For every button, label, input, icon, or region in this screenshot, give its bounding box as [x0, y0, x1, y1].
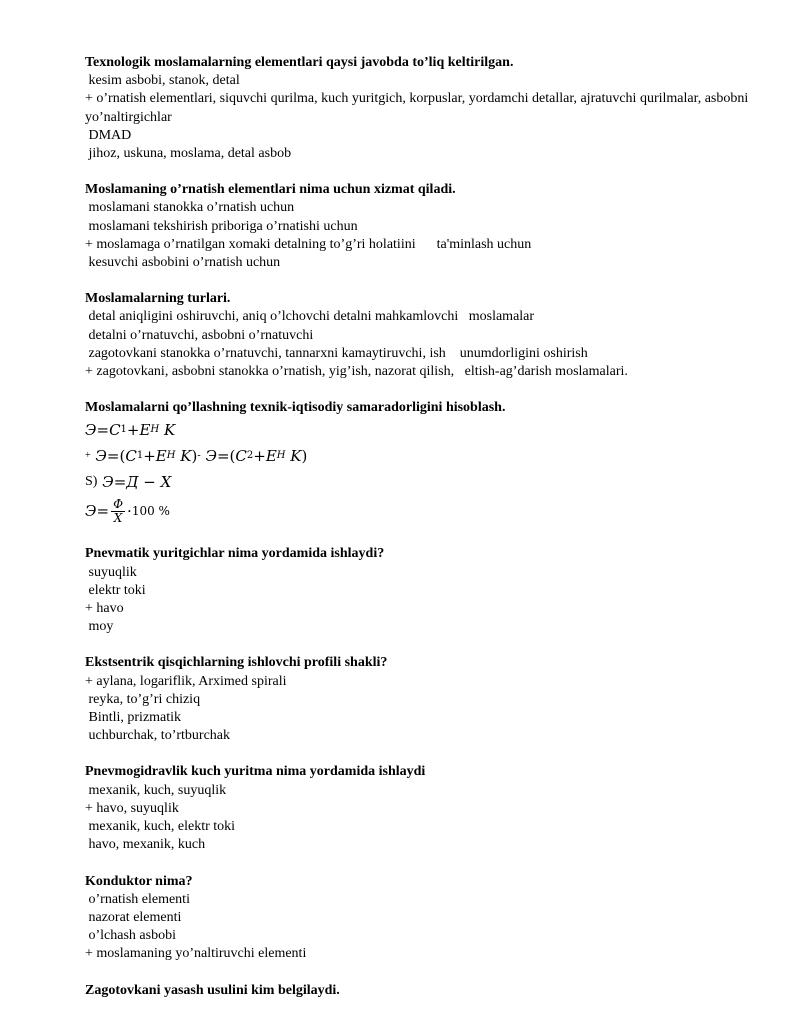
question-block — [85, 181, 765, 272]
question-title: Moslamaning o’rnatish elementlari nima uchun xizmat qiladi. — [85, 182, 456, 198]
answer-option: o’rnatish elementi — [85, 891, 190, 907]
answer-option: reyka, to’g’ri chiziq — [85, 691, 201, 707]
answer-option: uchburchak, to’rtburchak — [85, 728, 230, 744]
question-block — [85, 873, 765, 964]
answer-option: mexanik, kuch, suyuqlik — [85, 782, 227, 798]
formula-option-2: + Э = ( C 1 + E H K ) - Э = ( C 2 + E H K ) — [85, 447, 308, 466]
answer-option: detalni o’rnatuvchi, asbobni o’rnatuvchi — [85, 327, 314, 343]
answer-option: elektr toki — [85, 582, 146, 598]
answer-option: + havo — [85, 601, 124, 617]
answer-option: kesim asbobi, stanok, detal — [85, 73, 240, 89]
fraction: $\frac{Ф}{X}$ — [113, 496, 124, 525]
question-title: Moslamalarning turlari. — [85, 291, 231, 307]
document-page — [85, 54, 765, 1018]
question-title: Texnologik moslamalarning elementlari qaysi javobda to’liq keltirilgan. — [85, 55, 514, 70]
answer-option: Bintli, prizmatik — [85, 710, 182, 726]
formula-option-1: Э = C 1 + E H K — [85, 421, 176, 440]
answer-option: moslamani tekshirish priboriga o’rnatishi uchun — [85, 218, 358, 234]
answer-option: kesuvchi asbobini o’rnatish uchun — [85, 255, 281, 271]
answer-option: moslamani stanokka o’rnatish uchun — [85, 200, 295, 216]
question-block — [85, 982, 765, 1000]
answer-option: jihoz, uskuna, moslama, detal asbob — [85, 146, 292, 162]
question-title: Konduktor nima? — [85, 873, 193, 889]
answer-option: nazorat elementi — [85, 909, 182, 925]
question-block — [85, 654, 765, 745]
formula-option-4: Э = $\frac{Ф}{X}$ · 100 % — [85, 496, 170, 525]
question-title: Pnevmatik yuritgichlar nima yordamida ishlaydi? — [85, 546, 385, 562]
question-block — [85, 290, 765, 381]
answer-option: havo, mexanik, kuch — [85, 837, 206, 853]
question-title: Moslamalarni qo’llashning texnik-iqtisodiy samaradorligini hisoblash. — [85, 400, 506, 416]
answer-option: suyuqlik — [85, 564, 137, 580]
answer-option: DMAD — [85, 127, 132, 143]
question-block — [85, 545, 765, 636]
question-block — [85, 399, 765, 527]
question-block — [85, 54, 765, 163]
answer-option: + moslamaning yo’naltiruvchi elementi — [85, 946, 307, 962]
question-title: Pnevmogidravlik kuch yuritma nima yordamida ishlaydi — [85, 764, 426, 780]
answer-option: mexanik, kuch, elektr toki — [85, 819, 236, 835]
question-title: Zagotovkani yasash usulini kim belgilaydi. — [85, 982, 340, 998]
answer-option: + moslamaga o’rnatilgan xomaki detalning to’g’ri holatiini ta'minlash uchun — [85, 236, 532, 252]
answer-option: moy — [85, 619, 114, 635]
answer-option: o’lchash asbobi — [85, 928, 176, 944]
answer-option: + zagotovkani, asbobni stanokka o’rnatish, yig’ish, nazorat qilish, eltish-ag’darish moslamalari. — [85, 364, 628, 380]
answer-option: + havo, suyuqlik — [85, 800, 179, 816]
question-block — [85, 763, 765, 854]
answer-option: zagotovkani stanokka o’rnatuvchi, tannarxni kamaytiruvchi, ish unumdorligini oshirish — [85, 345, 588, 361]
formula-option-3: S) Э = Д − X — [85, 473, 172, 492]
answer-option: + o’rnatish elementlari, siquvchi qurilma, kuch yuritgich, korpuslar, yordamchi detallar, ajratuvchi qurilmalar, asbobni yo’naltirgichlar — [85, 91, 766, 125]
question-title: Ekstsentrik qisqichlarning ishlovchi profili shakli? — [85, 655, 388, 671]
answer-option: detal aniqligini oshiruvchi, aniq o’lchovchi detalni mahkamlovchi moslamalar — [85, 309, 535, 325]
answer-option: + aylana, logariflik, Arximed spirali — [85, 673, 287, 689]
